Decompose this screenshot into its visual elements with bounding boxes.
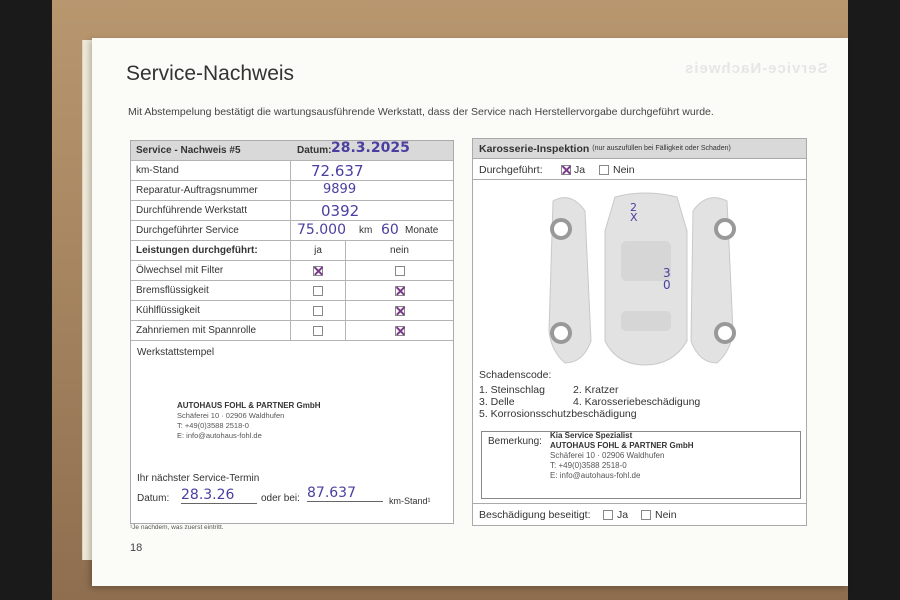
- code-4: 4. Karosseriebeschädigung: [573, 396, 701, 408]
- damage-mark: 0: [663, 278, 671, 292]
- service-label: Durchgeführter Service: [131, 221, 291, 240]
- table-row: [131, 181, 453, 201]
- damage-mark: 2: [630, 201, 637, 214]
- code-2: 2. Kratzer: [573, 384, 619, 396]
- beseitigt-label: Beschädigung beseitigt:: [479, 509, 591, 521]
- service-heading: Service - Nachweis #5: [136, 145, 241, 156]
- auftrag-value[interactable]: 9899: [323, 182, 357, 197]
- bemerkung-box[interactable]: [481, 431, 801, 499]
- checkbox-durchgefuehrt-nein[interactable]: [599, 165, 609, 175]
- km-stand-label: km-Stand: [131, 161, 291, 180]
- bem-street: Schäferei 10 · 02906 Waldhufen: [550, 451, 665, 460]
- checkbox-zahnriemen-nein[interactable]: [395, 326, 405, 336]
- checkbox-kuehlfluessigkeit-ja[interactable]: [313, 306, 323, 316]
- table-row: [131, 261, 453, 281]
- service-km-unit: km: [359, 225, 373, 236]
- intro-text: Mit Abstempelung bestätigt die wartungsausführende Werkstatt, dass der Service nach Herstellervorgabe durchgeführt wurde.: [128, 106, 714, 118]
- beseitigt-nein-label: Nein: [655, 509, 677, 521]
- leistungen-heading: Leistungen durchgeführt:: [131, 241, 291, 260]
- table-row: [131, 301, 453, 321]
- checkbox-oelwechsel-nein[interactable]: [395, 266, 405, 276]
- footnote: ¹Je nachdem, was zuerst eintritt.: [130, 524, 224, 531]
- karosserie-title: Karosserie-Inspektion: [479, 142, 590, 155]
- karosserie-heading: [473, 139, 806, 159]
- bem-tel: T: +49(0)3588 2518-0: [550, 461, 627, 470]
- karosserie-inspection-panel: [472, 138, 807, 526]
- workshop-stamp: [177, 401, 321, 441]
- service-km-value[interactable]: 75.000: [297, 222, 346, 238]
- checkbox-bremsfluessigkeit-nein[interactable]: [395, 286, 405, 296]
- datum-value: 28.3.2025: [331, 140, 410, 156]
- ja-column-header: ja: [291, 241, 346, 260]
- item-label: Zahnriemen mit Spannrolle: [131, 321, 291, 340]
- stamp-email: E: info@autohaus-fohl.de: [177, 431, 262, 440]
- bemerkung-stamp: [550, 431, 694, 481]
- table-row: [131, 321, 453, 341]
- service-monate-value[interactable]: 60: [381, 222, 399, 238]
- photo-border-left: [0, 0, 52, 600]
- nein-column-header: nein: [390, 245, 409, 256]
- checkbox-oelwechsel-ja[interactable]: [313, 266, 323, 276]
- damage-mark: 3: [663, 266, 671, 280]
- bem-company: AUTOHAUS FOHL & PARTNER GmbH: [550, 441, 694, 450]
- stamp-tel: T: +49(0)3588 2518-0: [177, 421, 249, 430]
- page-number: 18: [130, 542, 143, 554]
- damage-mark: X: [630, 211, 638, 224]
- karosserie-note: (nur auszufüllen bei Fälligkeit oder Schaden): [592, 145, 731, 152]
- stamp-company: AUTOHAUS FOHL & PARTNER GmbH: [177, 401, 321, 410]
- car-diagram[interactable]: [533, 191, 753, 371]
- auftrag-label: Reparatur-Auftragsnummer: [131, 181, 291, 200]
- service-monate-unit: Monate: [405, 225, 439, 236]
- checkbox-beseitigt-ja[interactable]: [603, 510, 613, 520]
- checkbox-bremsfluessigkeit-ja[interactable]: [313, 286, 323, 296]
- durchgefuehrt-ja-label: Ja: [574, 164, 586, 176]
- code-5: 5. Korrosionsschutzbeschädigung: [479, 408, 637, 420]
- next-km-value[interactable]: 87.637: [307, 485, 383, 502]
- schadenscode-label: Schadenscode:: [479, 369, 552, 381]
- service-booklet-page: [92, 38, 848, 586]
- service-record-table: [130, 140, 454, 524]
- photo-border-right: [848, 0, 900, 600]
- checkbox-durchgefuehrt-ja[interactable]: [561, 165, 571, 175]
- item-label: Kühlflüssigkeit: [131, 301, 291, 320]
- bem-email: E: info@autohaus-fohl.de: [550, 471, 641, 480]
- next-km-label: km-Stand¹: [389, 496, 431, 506]
- checkbox-zahnriemen-ja[interactable]: [313, 326, 323, 336]
- werkstatt-value[interactable]: 0392: [321, 202, 360, 220]
- durchgefuehrt-label: Durchgeführt:: [479, 164, 543, 176]
- checkbox-beseitigt-nein[interactable]: [641, 510, 651, 520]
- next-service-label: Ihr nächster Service-Termin: [137, 473, 260, 484]
- table-row: [131, 161, 453, 181]
- bleed-through-title: Service-Nachweis: [684, 60, 828, 77]
- next-datum-value[interactable]: 28.3.26: [181, 487, 257, 504]
- item-label: Ölwechsel mit Filter: [131, 261, 291, 280]
- item-label: Bremsflüssigkeit: [131, 281, 291, 300]
- next-oder-label: oder bei:: [261, 493, 300, 504]
- km-stand-value[interactable]: 72.637: [311, 162, 364, 180]
- code-1: 1. Steinschlag: [479, 384, 545, 396]
- table-row: [131, 221, 453, 241]
- bemerkung-label: Bemerkung:: [488, 436, 542, 447]
- next-datum-label: Datum:: [137, 493, 170, 504]
- table-header-row: [131, 141, 453, 161]
- bem-line1: Kia Service Spezialist: [550, 431, 633, 440]
- werkstatt-label: Durchführende Werkstatt: [131, 201, 291, 220]
- leistungen-header-row: [131, 241, 453, 261]
- beseitigt-ja-label: Ja: [617, 509, 629, 521]
- durchgefuehrt-nein-label: Nein: [613, 164, 635, 176]
- stamp-street: Schäferei 10 · 02906 Waldhufen: [177, 411, 285, 420]
- table-row: [131, 281, 453, 301]
- code-3: 3. Delle: [479, 396, 515, 408]
- checkbox-kuehlfluessigkeit-nein[interactable]: [395, 306, 405, 316]
- page-title: Service-Nachweis: [126, 62, 295, 85]
- datum-label: Datum:: [297, 145, 332, 156]
- table-row: [131, 201, 453, 221]
- werkstattstempel-label: Werkstattstempel: [137, 347, 215, 358]
